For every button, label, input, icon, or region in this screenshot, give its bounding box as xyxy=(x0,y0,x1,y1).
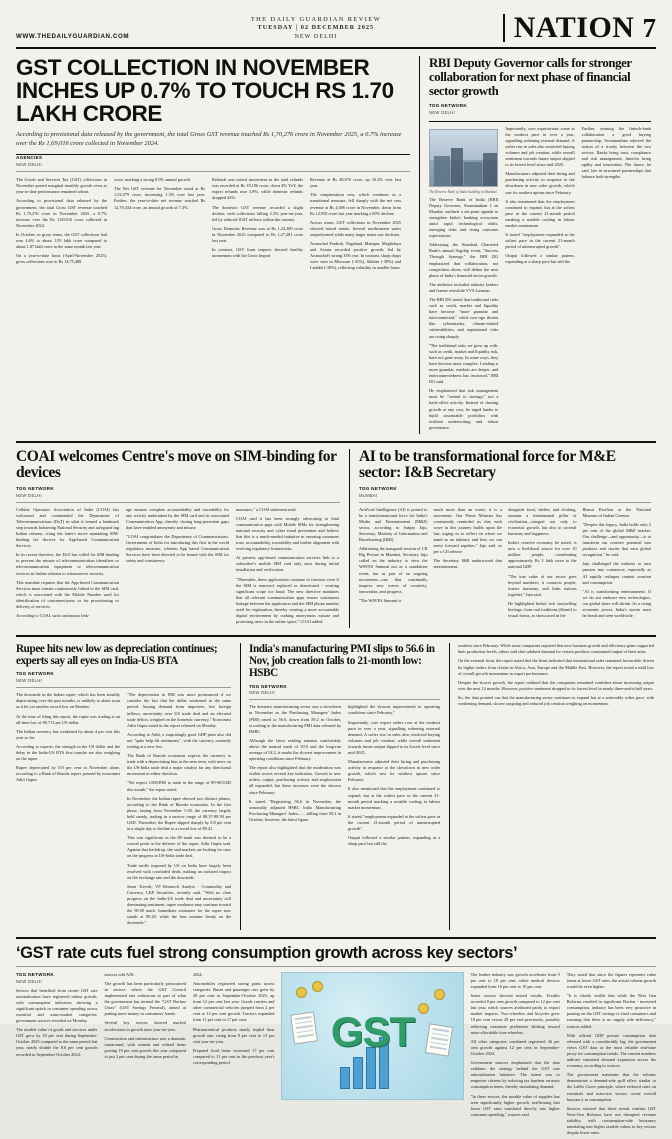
divider xyxy=(359,502,651,503)
rbi-col-3: Further, terming the fintech-bank collaboration a good buying partnership, Swaminathan rejected the notion of a rivalry between the two sectors. Banks bring trust, compliance and risk management, fintechs bring agility and innovation. The future, he said, lies in structured partnerships that balance both strengths. xyxy=(582,126,651,434)
ai-me-byline xyxy=(359,486,651,500)
rupee-col-2: "The depreciation in INR was more pronounced if we consider the fact that the dollar weakened in the same period. Among demand from importers, low foreign inflows, uncertainty over US trade deal and an elevated trade deficit, weighed on the domestic currency," Economist Aditi Gupta noted in the report released on Monday. According to Aditi, a surprisingly good GDP print also did not "quite help lift sentiments", with the currency currently trading at a new low. The Bank of Baroda economist expects the currency to trade with a depreciating bias in the near term, with news on the US-India trade deal a major catalyst for any directional movement in either direction. "We expect USD/INR to trade in the range of 89-90/USD this month," the report noted. In November, the Indian rupee showed two distinct phases, according to the Bank of Baroda economist. In the first phase, lasting from November 1-20, the currency largely held steady, trading in a narrow range of 88.37-88.39 per USD. Thereafter, the Rupee slipped sharply by 0.8 per cent in a single day to decline to a record low of 89.41. This was significant as the 89 mark was deemed to be a crucial point in the defence of the rupee, Aditi Gupta said. Against that backdrop, she said markets are looking for cues on the progress in US-India trade deal. Trade tariffs imposed by US on India have largely been resolved with concluded deals, making an outsized impact on the exchange rate and the downside. Jaron Trivedi, VP Research Analyst - Commodity and Currency, LKP Securities, recently said, "With no clear progress on the India-US trade deal and uncertainty still dominating sentiment, rupee weakness may continue toward the 90.00 mark. Immediate resistance for the rupee now stands at 89.20, while the bias remains firmly on the downside." xyxy=(127,692,231,929)
gst-graphic-label: GST xyxy=(331,1008,414,1056)
divider xyxy=(16,502,340,503)
bottom-col-4: The leather industry saw growth accelerate from 9 per cent to 18 per cent, while medical devices expanded from 16 per cent to 19 per cent. Some sectors showed mixed results. Textiles recorded 8 per cent growth compared to 12 per cent last year, which sources attributed partly to export market impacts. Two-wheelers and bicycles grew 18 per cent versus 20 per cent previously, possibly reflecting consumer preference shifting toward more affordable four-wheelers. All other categories combined registered 26 per cent growth against 12 per cent in September-October 2024. Government sources emphasised that the data validates the strategy behind the GST rate rationalisation initiative. The intent was to empower citizens by reducing tax burdens on mass consumption items, thereby stimulating demand. "In these sectors, the taxable value of supplies has seen significantly higher growth, reaffirming that lower GST rates translated directly into higher consumer spending," sources said. xyxy=(471,972,560,1118)
ai-me-col-1: Artificial Intelligence (AI) is poised to be a transformational force for India's Media and Entertainment (M&E) sector, according to Sanjay Jaju, Secretary, Ministry of Information and Broadcasting (I&B). Addressing the inaugural session of CII Big Picture in Mumbai, Secretary Jaju called on the industry to view the WAVES Summit not as a standalone event, but as part of an ongoing movement—one that continually inspires new waves of creativity, innovation, and progress. "The WAVES Summit is xyxy=(359,507,428,623)
pmi-headline[interactable]: India's manufacturing PMI slips to 56.6 in Nov, job creation falls to 21-month low: HSBC xyxy=(249,643,440,679)
coai-story xyxy=(16,449,340,628)
rbi-headline[interactable]: RBI Deputy Governor calls for stronger collaboration for next phase of financial sector growth xyxy=(429,56,651,98)
byline-location: NEW DELHI xyxy=(16,493,42,498)
lead-col-1: The Goods and Services Tax (GST) collections in November posted marginal monthly growth even as year-to-date performance remained robust. According to provisional data released by the government, the total Gross GST revenue touched Rs 1,70,276 crore in November 2025, a 0.7% increase over the Rs 1,69,016 crore collected in November 2024. In October, in gross terms, the GST collections had rose 4.6% to about 1.95 lakh crore compared to about 1.87 lakh crore in the same month last year. On a year-to-date basis (April-November 2025), gross collections rose to Rs 14,75,488 xyxy=(16,177,107,274)
bottom-columns xyxy=(16,972,656,1139)
bottom-col-1: Sectors that benefited from recent GST rate rationalisation have registered robust growth, with consumption indicators showing a significant uptick in consumer spending across essential and mass-market categories, government sources revealed on Monday. The taxable value of goods and services under GST grew by 18 per cent during September-October 2025 compared to the same period last year, nearly double the 8.6 per cent growth recorded in September-October 2024, xyxy=(16,988,97,1058)
rbi-col-2: Importantly, core expectations come at the weakest pace in over a year, signalling softening external demand. A softer rise in sales also restricted buying volumes and job creation, while overall sentiment towards future output slipped to its lowest level since mid-2025. Manufacturers adjusted their hiring and purchasing activity in response to the slowdown in new order growth, which saw its weakest upturn since February. It also mentioned that the employment continued to expand, but at the softest pace in the current 21-month period marking a notable cooling in labour market momentum. It stated "employment expanded at the softest pace in the current 21-month period of uninterrupted growth". Output followed a similar pattern, expanding at a sharp pace but still the xyxy=(505,126,574,434)
paper-name: THE DAILY GUARDIAN REVIEW xyxy=(251,16,381,25)
byline-location: NEW DELHI xyxy=(16,979,42,984)
rbi-building-photo xyxy=(429,129,498,187)
bottom-byline xyxy=(16,972,97,986)
lead-headline[interactable]: GST COLLECTION IN NOVEMBER INCHES UP 0.7% TO TOUCH RS 1.70 LAKH CRORE xyxy=(16,56,410,126)
bottom-col-2: sources told ANI. The growth has been particularly pronounced in sectors where the GST Council implemented rate reductions as part of what the government has termed the "GST Bachao Utsav" (GST Savings Festival), aimed at putting more money in consumers' hands. Several key sectors showed marked acceleration in growth rates year-on-year. Construction and infrastructure saw a dramatic turnaround, with cement and related items posting 19 per cent growth this year compared to just 2 per cent during the same period in xyxy=(104,972,185,1060)
pmi-col-3: weakest since February. While some companies reported that new business growth and efficiency gains supported their production levels, others said that subdued demand for certain products constrained output of their units. On the external front, the report stated that the firms indicated that international sales remained favourable, driven by higher orders from clients in Africa, Asia, Europe and the Middle East. However, the report noted a mild loss of overall growth momentum in export performance. Despite the slower growth, the report outlined that the companies remained confident about increasing output over the next 12 months. However, positive sentiment dropped to its lowest level in nearly three-and-a-half years. So, the data pointed out that the manufacturing sector continues to expand but at a noticeably softer pace, with weakening demand, slower outgoing and reduced job creation weighing on momentum. xyxy=(458,643,654,707)
byline-location: NEW DELHI xyxy=(429,110,455,115)
coai-col-3: measures," a COAI statement read. COAI said it has been strongly advocating to bind communication apps with Mobile SIMs for strengthening national security and cyber fraud prevention and believe that this is a much-needed initiative in ensuring consumer trust, accountability, traceability and further alignment with evolving regulatory frameworks. At present, app-based communication services link to a subscriber's mobile SIM card only once during initial installation and verification. "Thereafter, these applications continue to function even if the SIM is removed, replaced or deactivated - creating significant scope for fraud. The new directive mandates that all relevant communication apps ensure continuous linkage between the application and the SIM phone number used for registration, thereby creating a more accountable digital environment by curbing anonymous misuse and protecting users in the online space," COAI added. xyxy=(236,507,339,629)
third-section xyxy=(16,635,656,929)
rupee-byline xyxy=(16,671,231,685)
rupee-headline[interactable]: Rupee hits new low as depreciation continues; experts say all eyes on India-US BTA xyxy=(16,643,231,667)
pmi-columns xyxy=(249,704,440,850)
rbi-col-1: The Reserve Bank of India (RBI) Deputy Governor, Swaminathan J on Monday outlined a six-point agenda to strengthen India's banking ecosystem amid rapid technological shifts, emerging risks and rising customer expectations. Addressing the Standard Chartered Bank's annual flagship event, "Success Through Synergy," the RBI DG emphasized that collaboration, not competition alone, will define the next phase of India's financial sector growth. The audience included industry leaders and former erstwhile VVS Laxman. The RBI DG noted that traditional risks such as credit, market and liquidity have become "more granular and interconnected," while new-age threats like cyberattacks, climate-related vulnerabilities, and reputational risks are rising sharply. "The traditional risks we grew up with, such as credit, market and liquidity risk, have not gone away. In some ways, they have become more complex. Lending is more granular, markets are deeper, and interconnectedness has increased," RBI DG said. He emphasized that risk management must be "central to strategy," not a back-office activity. Instead of chasing growth at any cost, he urged banks to build sustainable portfolios with resilient underwriting and robust governance. xyxy=(429,197,498,431)
masthead xyxy=(16,14,656,49)
byline-author: AGENCIES xyxy=(16,155,42,160)
byline-location: MUMBAI xyxy=(359,493,378,498)
ai-me-headline[interactable]: AI to be transformational force for M&E sector: I&B Secretary xyxy=(359,449,651,482)
website-url[interactable]: WWW.THEDAILYGUARDIAN.COM xyxy=(16,33,129,42)
paper-identity xyxy=(251,16,381,42)
pmi-col-2: highlighted the slowest improvement in operating conditions since February." Importantly, core export orders rose at the weakest pace in over a year, signalling softening external demand. A softer rise in sales also restricted buying volumes and job creation, while overall sentiment towards future output slipped to its lowest level since mid-2025. Manufacturers adjusted their hiring and purchasing activity in response to the slowdown in new order growth, which saw its weakest upturn since February. It also mentioned that the employment continued to expand, but at the softest pace in the current 21-month period marking a notable cooling in labour market momentum. It stated "employment expanded at the softest pace in the current 21-month period of uninterrupted growth". Output followed a similar pattern, expanding at a sharp pace but still the xyxy=(348,704,440,850)
divider xyxy=(16,687,231,688)
rbi-byline xyxy=(429,103,651,122)
rupee-col-1: The downside in the Indian rupee, which has been steadily depreciating over the past months, is unlikely to abate soon as it hit yet another record low on Monday. At the time of filing this report, the rupee was trading at an all-time low of 89.713 per US dollar. The Indian currency has weakened by about 4 per cent this year so far. According to experts, the strength in the US dollar and the delay in the India-US BTA first tranche are also weighing on the rupee. Rupee depreciated by 0.8 per cent in November alone, according to a Bank of Baroda report, penned by economist Aditi Gupta. xyxy=(16,692,120,929)
pmi-col-1: The domestic manufacturing sector saw a slowdown in November as the Purchasing Managers' Index (PMI) eased to 56.6, down from 59.2 in October, according to the manufacturing PMI data released by HSBC. Although the latest reading remains comfortably above the neutral mark of 50.0 and the long-run average of 54.2, it marks the slowest improvement in operating conditions since February. The report also highlighted that the moderation was visible across several key indicators. Growth in new orders, output, purchasing activity and employment all expanded, but these increases were the slowest since February. It stated "Registering 56.6 in November, the seasonally adjusted HSBC India Manufacturing Purchasing Managers' Index........falling from 59.2 in October, however, the latest figure xyxy=(249,704,341,850)
rbi-story xyxy=(419,56,651,434)
page-number: 7 xyxy=(642,16,656,40)
divider xyxy=(16,171,410,172)
coai-headline[interactable]: COAI welcomes Centre's move on SIM-binding for devices xyxy=(16,449,340,482)
ai-me-col-3: alongside food, shelter, and clothing, remains a fundamental pillar of civilisation—integral not only to economic growth, but also to societal harmony and happiness. India's creative economy, he noted, is now a livelihood source for over 10 million people, contributing approximately Rs 3 lakh crore to the national GDP. "The true value of our sector goes beyond numbers; it connects people, fosters harmony, and links nations together," Jaju said. He highlighted India's rich storytelling heritage, from oral traditions (Shruti) to visual forms, as showcased in the xyxy=(508,507,577,623)
byline-author: TDG NETWORK xyxy=(429,103,467,108)
bottom-headline[interactable]: ‘GST rate cuts fuel strong consumption growth across key sectors’ xyxy=(16,945,656,962)
lead-col-4: Revenue at Rs 48,976 crore, up 10.2% over last year. The compensation cess, which continues as a transitional measure, fell sharply with the net cess revenue at Rs 4,006 crore in November, down from Rs 12,950 crore last year marking a 69% decline. Across states, GST collections in November 2025 showed mixed trends. Several northeastern states outperformed while many larger states saw declines. Arunachal Pradesh, Nagaland, Manipur, Meghalaya and Assam recorded positive growth, led by Arunachal's strong 33% rise. In contrast, sharp drops were seen in Mizoram (-41%), Sikkim (-38%) and Ladakh (-38%), reflecting volatility in smaller bases. xyxy=(310,177,401,274)
paper-edition: NEW DELHI xyxy=(251,33,381,41)
pmi-continuation xyxy=(449,643,654,929)
section-block xyxy=(503,14,656,42)
coai-columns xyxy=(16,507,340,629)
ai-me-col-2: much more than an event; it is a movement. Our Prime Minister has consistently reminded us that each wave in this journey builds upon the last, urging us to reflect on where we stand as an industry and how we can move forward together," Jaju said, as per a CII release. The Secretary I&B underscored that entertainment, xyxy=(434,507,503,623)
byline-location: NEW DELHI xyxy=(16,678,42,683)
lead-col-2: crore, marking a strong 8.9% annual growth. The Net GST revenue for November stood at Rs 1,52,079 crore, increasing 1.3% over last year. Further, the year-to-date net revenue reached Rs 12,79,434 crore, an annual growth of 7.3%. xyxy=(114,177,205,274)
ai-me-col-4: Bharat Pavilion at the National Museum of Indian Cinema. "Despite this legacy, India holds only 2 per cent of the global M&E market. Our challenge—and opportunity—is to transform our creative potential into products and stories that earn global recognition," he said. Jaju challenged the industry to turn passion into commerce, especially as AI rapidly reshapes content creation and consumption. "AI is transforming entertainment. If we do not embrace new technologies, our global share will shrink. As a rising economic power, India's stories must be heard and seen worldwide. xyxy=(583,507,652,623)
bottom-col-3: 2024. Automobiles registered strong gains across categories. Buses and passenger cars grew by 20 per cent in September-October 2025, up from 12 per cent last year. Goods carriers and other commercial vehicles jumped from 2 per cent to 12 per cent growth. Tractors expanded from 11 per cent to 17 per cent. Pharmaceutical products nearly tripled their growth rate, rising from 8 per cent to 13 per cent year-on-year. Prepared food items increased 17 per cent compared to 11 per cent in the previous year's corresponding period. xyxy=(193,972,274,1066)
coai-col-2: age ensures complete accountability and traceability for any activity undertaken by the SIM card and its associated Communication App, thereby closing long-persistent gaps that have enabled anonymity and misuse. "COAI congratulates the Department of Communications, Government of India for introducing this first in the world regulatory measure, wherein App based Communication Services have been directed to be bound with the SIM for safety and consistency xyxy=(126,507,229,629)
coai-col-1: Cellular Operators Association of India (COAI) has welcomed and commended the Department of Telecommunications (DoT) in what it termed a landmark step towards bolstering National Security and safeguard ing Indian citizens, citing the latter's move mandating SIM-binding for devices for App-based Communication Services. In its recent directive, the DoT has called for SIM binding to prevent the misuse of telecommunication identifiers or telecommunication equipment or telecommunication services in further relation to whomsoever security. This mandate requires that the App-based Communication Services must remain continuously linked to the SIM card, which is associated with the Mobile Number used for identification of customers/users or for provisioning or delivery of services. According to COAI, such continuous link- xyxy=(16,507,119,629)
lead-standfirst: According to provisional data released by the government, the total Gross GST revenue touched Rs 1,70,276 crore in November 2025, a 0.7% increase over the Rs 1,69,016 crore collected in November 2024. xyxy=(16,131,410,155)
rupee-columns xyxy=(16,692,231,929)
pmi-byline xyxy=(249,684,440,698)
rbi-columns xyxy=(429,126,651,434)
byline-author: TDG NETWORK xyxy=(16,671,54,676)
byline-author: TDG NETWORK xyxy=(16,486,54,491)
lead-byline xyxy=(16,155,410,169)
second-section xyxy=(16,441,656,628)
top-section xyxy=(16,56,656,434)
byline-location: NEW DELHI xyxy=(249,690,275,695)
bottom-section xyxy=(16,937,656,1139)
coai-byline xyxy=(16,486,340,500)
divider xyxy=(249,699,440,700)
divider xyxy=(16,966,656,967)
byline-author: TDG NETWORK xyxy=(249,684,287,689)
rupee-story xyxy=(16,643,231,929)
gst-illustration xyxy=(281,972,463,1100)
section-title: NATION xyxy=(503,14,635,42)
ai-me-story xyxy=(349,449,651,628)
lead-col-3: Refunds saw mixed movement as the total refunds was recorded at Rs 18,196 crore, down 4% YoY, the export refunds rose 3.8%, while domestic refunds dropped 42%. The domestic GST revenue recorded a slight decline, with collections falling 2.3% year-on-year, led by reduced IGST inflows within the country. Gross Domestic Revenue was at Rs 1,24,300 crore in November 2025 compared to Rs 1,27,281 crore last year. In contrast, GST from imports showed healthy momentum with the Gross Import xyxy=(212,177,303,274)
paper-date: TUESDAY | 02 DECEMBER 2025 xyxy=(251,24,381,32)
rbi-photo-caption: The Reserve Bank of India building in Mumbai. xyxy=(429,190,498,194)
bottom-col-5: They noted that since the figures represent value terms at lower GST rates, the actual volume growth would be even higher. "It is clearly visible that while the Next Gen Reforms resulted in significant Bachat - increased consumption, industry has been very proactive in passing on the GST savings to final consumers and ensuring that there is no supply side deficiency," sources added. With official GDP private consumption data released with a considerably lag, the government views GST data as the most reliable real-time proxy for consumption trends. The current numbers indicate sustained demand expansion across the economy, according to sources. The government maintains that the reforms demonstrate a demand-side spill effect similar to the Laffer Curve principle, where reduced rates on essentials and mass-use sectors create overall buoyancy in consumption. Sources stressed that these trends confirm GST Next-Gen Reforms have not disrupted revenue stability, with consumption-side buoyancy translating into higher taxable values in key sectors despite lower rates. xyxy=(567,972,656,1136)
byline-author: TDG NETWORK xyxy=(359,486,397,491)
lead-story xyxy=(16,56,410,434)
byline-location: NEW DELHI xyxy=(16,162,42,167)
pmi-story xyxy=(240,643,440,929)
ai-me-columns xyxy=(359,507,651,623)
byline-author: TDG NETWORK xyxy=(16,972,54,977)
lead-columns xyxy=(16,177,410,274)
